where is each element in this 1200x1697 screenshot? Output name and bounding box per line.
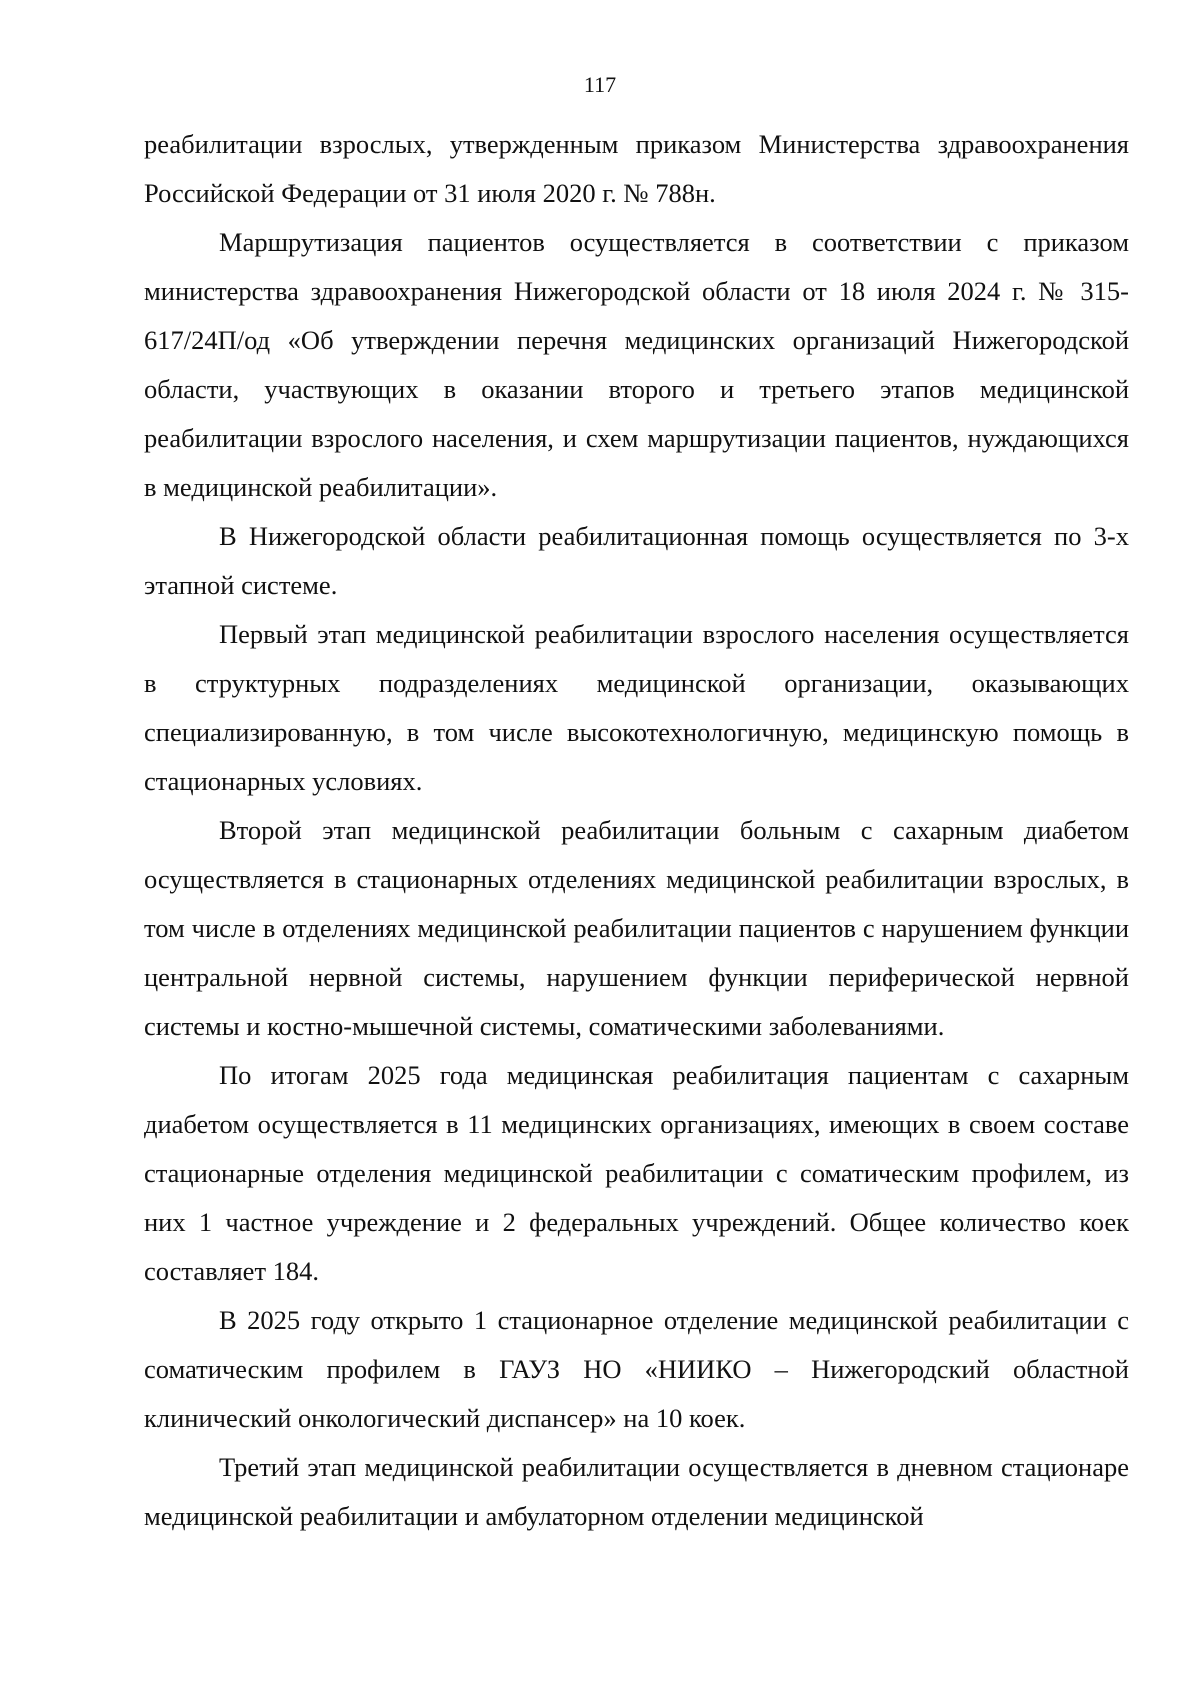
page-number: 117 <box>583 72 617 97</box>
document-body <box>144 120 1129 1541</box>
paragraph-third-stage: Третий этап медицинской реабилитации осуществляется в дневном стационаре медицинской реабилитации и амбулаторном отделении медицинской <box>144 1452 1129 1531</box>
paragraph-first-stage: Первый этап медицинской реабилитации взрослого населения осуществляется в структурных подразделениях медицинской организации, оказывающих специализированную, в том числе высокотехнологичную, медицинскую помощь в стационарных условиях. <box>144 619 1129 796</box>
paragraph-results-2025: По итогам 2025 года медицинская реабилитация пациентам с сахарным диабетом осуществляется в 11 медицинских организациях, имеющих в своем составе стационарные отделения медицинской реабилитации с соматическим профилем, из них 1 частное учреждение и 2 федеральных учреждений. Общее количество коек составляет 184. <box>144 1060 1129 1286</box>
paragraph-routing: Маршрутизация пациентов осуществляется в соответствии с приказом министерства здравоохранения Нижегородской области от 18 июля 2024 г. № 315-617/24П/од «Об утверждении перечня медицинских организаций Нижегородской области, участвующих в оказании второго и третьего этапов медицинской реабилитации взрослого населения, и схем маршрутизации пациентов, нуждающихся в медицинской реабилитации». <box>144 227 1129 502</box>
paragraph-new-department: В 2025 году открыто 1 стационарное отделение медицинской реабилитации с соматическим профилем в ГАУЗ НО «НИИКО – Нижегородский областной клинический онкологический диспансер» на 10 коек. <box>144 1305 1129 1433</box>
paragraph-continuation: реабилитации взрослых, утвержденным приказом Министерства здравоохранения Российской Федерации от 31 июля 2020 г. № 788н. <box>144 129 1129 208</box>
paragraph-second-stage: Второй этап медицинской реабилитации больным с сахарным диабетом осуществляется в стационарных отделениях медицинской реабилитации взрослых, в том числе в отделениях медицинской реабилитации пациентов с нарушением функции центральной нервной системы, нарушением функции периферической нервной системы и костно-мышечной системы, соматическими заболеваниями. <box>144 815 1129 1041</box>
paragraph-three-stage-system: В Нижегородской области реабилитационная помощь осуществляется по 3-х этапной системе. <box>144 521 1129 600</box>
